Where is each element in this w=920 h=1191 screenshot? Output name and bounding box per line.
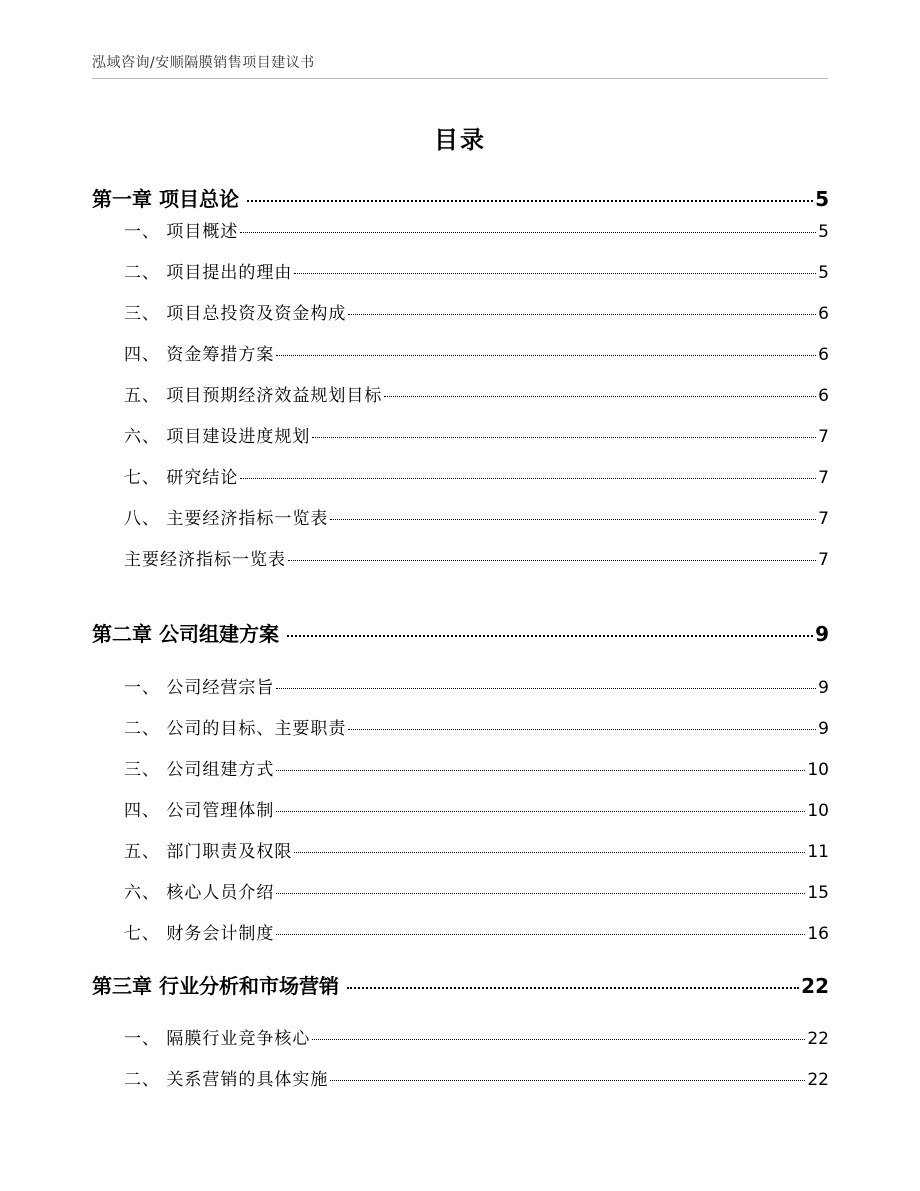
toc-entry-page: 5 (818, 222, 829, 242)
toc-entry-label: 五、 项目预期经济效益规划目标 (124, 386, 383, 406)
toc-entry-page: 5 (815, 187, 829, 211)
toc-entry-label: 四、 资金筹措方案 (124, 345, 275, 365)
dot-leader (294, 273, 816, 274)
toc-chapter-entry[interactable] (92, 970, 829, 998)
toc-section-entry[interactable] (124, 878, 829, 906)
toc-entry-page: 11 (807, 842, 829, 862)
toc-entry-label: 七、 财务会计制度 (124, 924, 275, 944)
dot-leader (288, 560, 816, 561)
toc-entry-page: 10 (807, 801, 829, 821)
dot-leader (312, 437, 816, 438)
dot-leader (330, 519, 816, 520)
dot-leader (348, 729, 816, 730)
dot-leader (276, 770, 805, 771)
toc-section-entry[interactable] (124, 1024, 829, 1052)
toc-entry-label: 六、 项目建设进度规划 (124, 427, 311, 447)
toc-entry-label: 第三章 行业分析和市场营销 (92, 974, 339, 998)
toc-entry-page: 9 (815, 622, 829, 646)
toc-entry-label: 一、 项目概述 (124, 222, 239, 242)
toc-section-entry[interactable] (124, 545, 829, 573)
toc-entry-page: 7 (818, 468, 829, 488)
toc-entry-label: 七、 研究结论 (124, 468, 239, 488)
dot-leader (287, 635, 813, 637)
toc-entry-page: 9 (818, 719, 829, 739)
toc-section-entry[interactable] (124, 463, 829, 491)
toc-entry-page: 7 (818, 509, 829, 529)
toc-entry-label: 第二章 公司组建方案 (92, 622, 279, 646)
dot-leader (348, 314, 816, 315)
toc-section-entry[interactable] (124, 755, 829, 783)
toc-section-entry[interactable] (124, 504, 829, 532)
toc-section-entry[interactable] (124, 673, 829, 701)
toc-entry-page: 10 (807, 760, 829, 780)
toc-entry-label: 第一章 项目总论 (92, 187, 239, 211)
toc-entry-label: 二、 关系营销的具体实施 (124, 1070, 329, 1090)
toc-entry-label: 五、 部门职责及权限 (124, 842, 293, 862)
toc-entry-page: 22 (807, 1029, 829, 1049)
toc-entry-page: 16 (807, 924, 829, 944)
toc-section-entry[interactable] (124, 714, 829, 742)
toc-section-entry[interactable] (124, 381, 829, 409)
toc-entry-label: 三、 公司组建方式 (124, 760, 275, 780)
toc-entry-label: 一、 公司经营宗旨 (124, 678, 275, 698)
toc-entry-label: 四、 公司管理体制 (124, 801, 275, 821)
toc-section-entry[interactable] (124, 340, 829, 368)
dot-leader (294, 852, 805, 853)
toc-section-entry[interactable] (124, 796, 829, 824)
toc-section-entry[interactable] (124, 1065, 829, 1093)
running-header: 泓域咨询/安顺隔膜销售项目建议书 (92, 55, 315, 71)
dot-leader (276, 688, 816, 689)
dot-leader (240, 232, 816, 233)
toc-entry-page: 5 (818, 263, 829, 283)
toc-section-entry[interactable] (124, 217, 829, 245)
toc-entry-page: 7 (818, 427, 829, 447)
dot-leader (247, 200, 813, 202)
dot-leader (276, 934, 805, 935)
dot-leader (240, 478, 816, 479)
toc-entry-page: 6 (818, 345, 829, 365)
header-divider (92, 78, 828, 79)
toc-chapter-entry[interactable] (92, 618, 829, 646)
toc-section-entry[interactable] (124, 422, 829, 450)
dot-leader (330, 1080, 805, 1081)
dot-leader (276, 355, 816, 356)
toc-entry-label: 六、 核心人员介绍 (124, 883, 275, 903)
toc-entry-page: 7 (818, 550, 829, 570)
toc-entry-label: 二、 公司的目标、主要职责 (124, 719, 347, 739)
toc-section-entry[interactable] (124, 258, 829, 286)
toc-section-entry[interactable] (124, 837, 829, 865)
toc-entry-page: 6 (818, 304, 829, 324)
toc-title: 目录 (434, 126, 486, 154)
toc-entry-page: 22 (807, 1070, 829, 1090)
toc-entry-page: 6 (818, 386, 829, 406)
dot-leader (384, 396, 816, 397)
dot-leader (347, 987, 799, 989)
toc-chapter-entry[interactable] (92, 183, 829, 211)
toc-section-entry[interactable] (124, 919, 829, 947)
toc-entry-label: 二、 项目提出的理由 (124, 263, 293, 283)
toc-entry-page: 15 (807, 883, 829, 903)
toc-entry-label: 主要经济指标一览表 (124, 550, 286, 570)
toc-entry-label: 一、 隔膜行业竞争核心 (124, 1029, 311, 1049)
toc-entry-label: 八、 主要经济指标一览表 (124, 509, 329, 529)
toc-entry-page: 22 (801, 974, 829, 998)
dot-leader (276, 893, 805, 894)
dot-leader (312, 1039, 805, 1040)
dot-leader (276, 811, 805, 812)
toc-section-entry[interactable] (124, 299, 829, 327)
toc-entry-page: 9 (818, 678, 829, 698)
toc-entry-label: 三、 项目总投资及资金构成 (124, 304, 347, 324)
